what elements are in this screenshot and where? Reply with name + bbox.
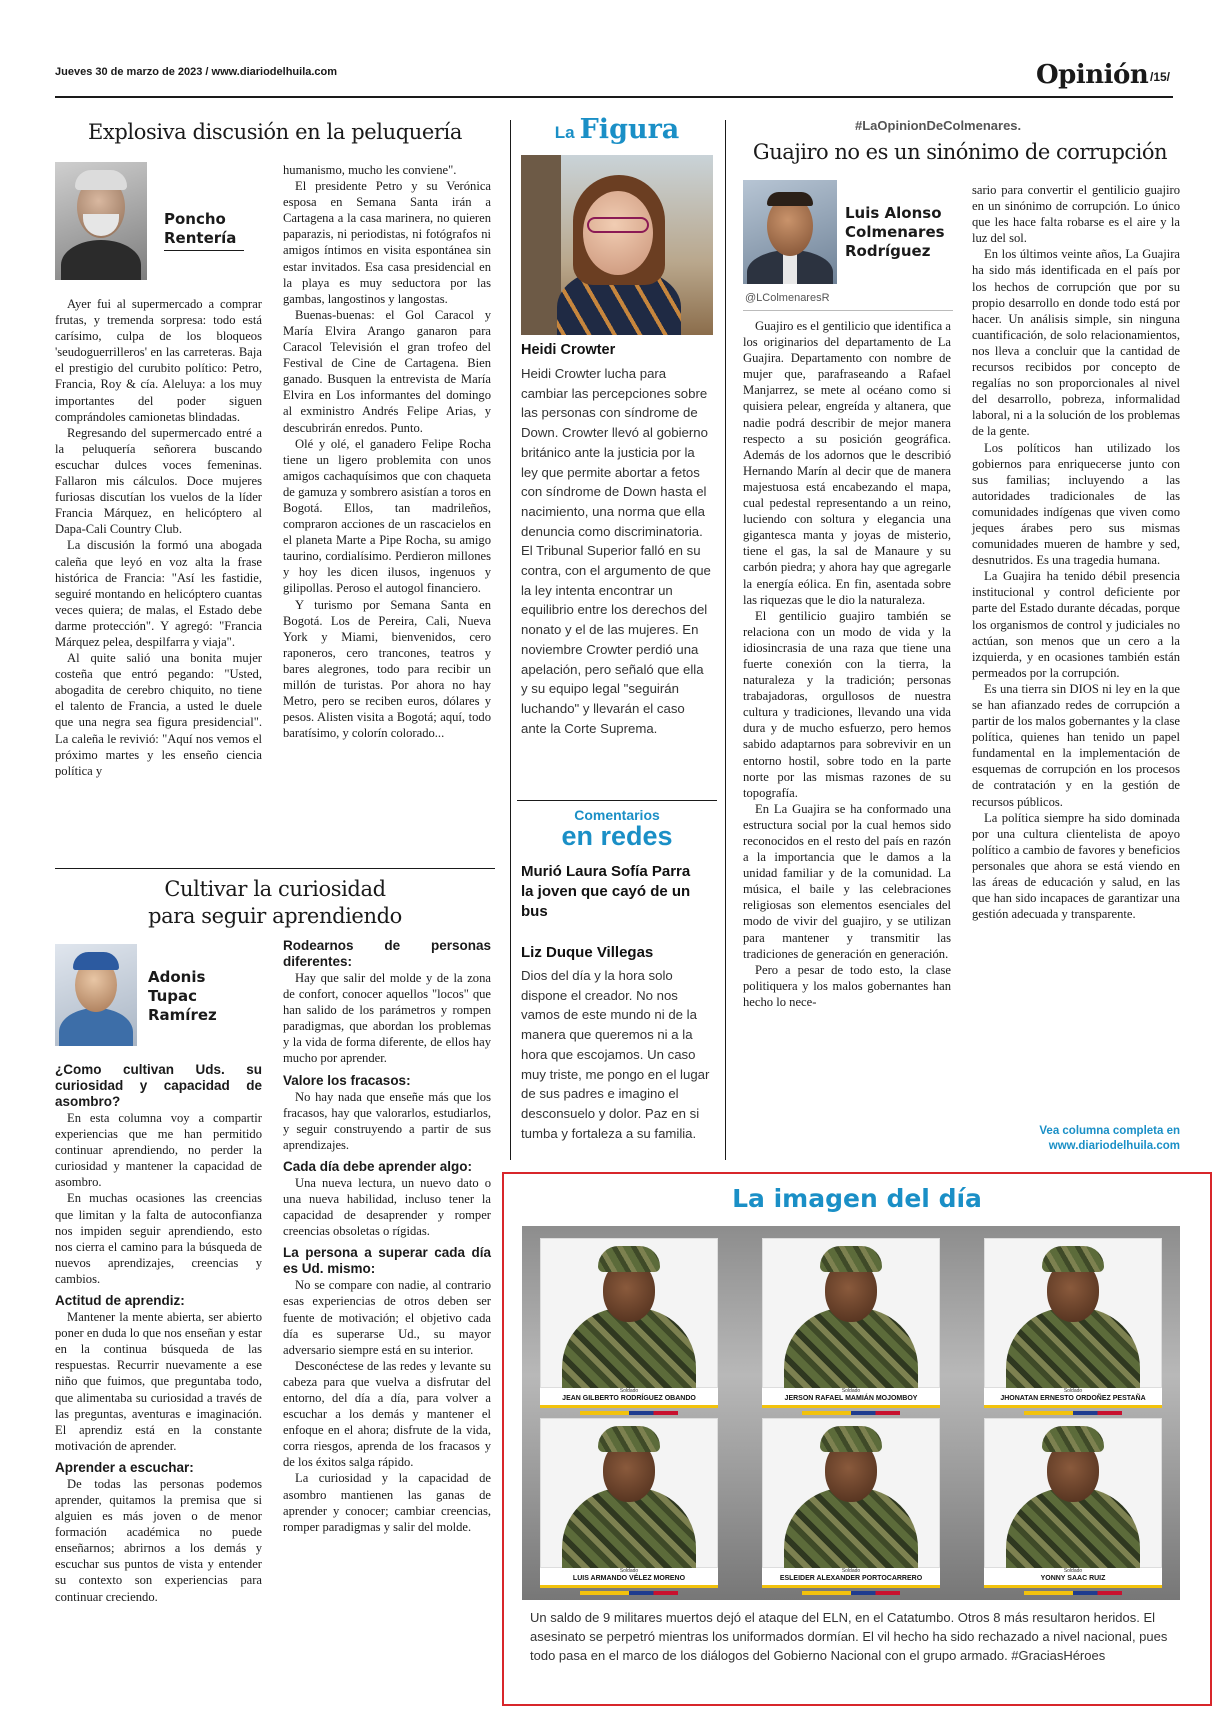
paragraph: Buenas-buenas: el Gol Caracol y María Elvira Arango ganaron para Caracol Televisión el gran trofeo del Festival de Cine de Cartagena. Bien ganado. Busquen la entrevista de María Elvira en Los informantes del domingo al exministro Andrés Felipe Arias, y descubrirán enredos. Punto. [283,307,491,435]
section-title: Opinión [1036,60,1149,90]
article-body-col-b [972,182,1180,922]
soldier-name: JHONATAN ERNESTO ORDOÑEZ PESTAÑA [1000,1395,1146,1402]
article-body-col-b [283,938,491,1535]
flag-stripe [580,1411,678,1415]
author-photo [743,180,837,284]
paragraph: El presidente Petro y su Verónica esposa en Semana Santa irán a Cartagena a la casa marinera, no quieren paparazis, ni periodistas, ni fotógrafos ni amigos íntimos en visita espontánea sin estar invitados. Esa casa presidencial en la playa es muy seductora por las gambas, langostinos y langostas. [283,179,491,306]
figura-photo [521,155,713,335]
figura-name: Heidi Crowter [521,342,616,358]
author-photo [55,944,137,1046]
figura-label-small: La [554,123,575,142]
image-of-the-day-title: La imagen del día [732,1184,982,1213]
soldier-name: YONNY SAAC RUIZ [1040,1575,1106,1582]
subheading: La persona a superar cada día es Ud. mismo: [283,1245,491,1277]
article-headline: Guajiro no es un sinónimo de corrupción [752,140,1168,164]
redes-author: Liz Duque Villegas [521,944,654,961]
subheading: Actitud de aprendiz: [55,1293,185,1309]
more-link[interactable] [972,1124,1180,1154]
paragraph: La discusión la formó una abogada caleña que leyó en voz alta la frase histórica de Francia: "Así les fastidie, seguiré montando en helicóptero cuantas veces quiera; de malas, el Estado debe darme protección". Y agregó: "Francia Márquez pelea, despilfarra y viaja". [55,538,262,649]
paragraph: No hay nada que enseñe más que los fracasos, hay que valorarlos, estudiarlos, y seguir construyendo a partir de sus aprendizajes. [283,1089,491,1152]
paragraph: En La Guajira se ha conformado una estructura social por la cual hemos sido reconocidos en el resto del país en razón a la importancia que le damos a la unidad familiar y de la comunidad. La música, el baile y las celebraciones religiosas son elementos esenciales del modo de vivir del guajiro, y se utilizan para mantener y transmitir las tradiciones de generación en generación. [743,801,951,961]
subheading: Aprender a escuchar: [55,1459,194,1475]
paragraph: No se compare con nadie, al contrario esas experiencias de otros deben ser fuente de motivación; el objetivo cada día es superarse Ud., su mayor adversario siempre está en su interior. [283,1278,491,1357]
paragraph: Hay que salir del molde y de la zona de confort, conocer aquellos "locos" que han salido de los parámetros y rompen paradigmas, que abordan los problemas y la vida de forma diferente, de ellos hay mucho por aprender. [283,971,491,1066]
soldier-rank: Soldado [841,1388,861,1394]
flag-stripe [580,1591,678,1595]
subheading: Cada día debe aprender algo: [283,1158,473,1174]
paragraph: En esta columna voy a compartir experiencias que me han permitido continuar aprendiendo, no perder la curiosidad y mantener la capacidad de asombro. [55,1111,262,1190]
article-headline: Explosiva discusión en la peluquería [87,120,462,144]
paragraph: El gentilicio guajiro también se relaciona con un modo de vida y la idiosincrasia de una raza que tiene una fuerte conexión con la tierra, la naturaleza y la tradición; personas trabajadoras, orgullosos de nuestra cultura y tradiciones, llevando una vida dura y de mucho esfuerzo, pero hemos sabido adaptarnos para sobrevivir en un entorno hostil, sobre todo en la parte norte por las mismas razones de su topografía. [743,608,951,800]
soldier-rank: Soldado [619,1388,639,1394]
soldier-name: LUIS ARMANDO VÉLEZ MORENO [572,1575,686,1582]
paragraph: Y turismo por Semana Santa en Bogotá. Los de Pereira, Cali, Nueva York y Miami, bienvenidos, cero raponeros, cero trancones, teatros y bares alegrones, todo para recibir un millón de turistas. Por ahora no hay Metro, pero se reciben euros, dólares y pesos. Alisten visita a Bogotá; aquí, todo baratísimo, y colorín colorado... [283,597,491,741]
headline-line: Cultivar la curiosidad [164,877,386,901]
flag-stripe [802,1411,900,1415]
headline-line: para seguir aprendiendo [148,904,402,928]
page-number: /15/ [1150,70,1171,84]
paragraph: Guajiro es el gentilicio que identifica a los originarios del departamento de La Guajira. Departamento con nombre de mujer que, parafraseando a Rafael Manjarrez, se mete al océano como si quisiera pelear, engreída y altanera, que nadie podrá describir de mejor manera respecto a su posición geográfica. Además de los adornos que le describió Hernando Marín al decir que de manera majestuosa está encabezando el mapa, cual pedestal representando a un reino, luciendo con soltura y elegancia una gigantesca manta y joyas de misterio, tiene el gas, la sal de Manaure y su carbón piedra; y ahora hay que agregarle la energía eólica. En fin, asentada sobre las riquezas que le dio la naturaleza. [743,319,951,607]
author-name: Luis Alonso Colmenares Rodríguez [845,204,945,260]
paragraph: Es una tierra sin DIOS ni ley en la que se han afianzado redes de corrupción a partir de los malos gobernantes y la clase política, quienes han tenido un papel fundamental en la implementación de esquemas de corrupción en los procesos de contratación y en la gestión de recursos públicos. [972,681,1180,809]
paragraph: La curiosidad y la capacidad de asombro mantienen las ganas de aprender y conocer; cambiar creencias, romper paradigmas y salir del molde. [283,1471,491,1534]
author-photo [55,162,147,280]
soldiers-memorial-image [522,1226,1180,1600]
more-link-url: www.diariodelhuila.com [1048,1140,1180,1152]
figura-text: Heidi Crowter lucha para cambiar las percepciones sobre las personas con síndrome de Down. Crowter llevó al gobierno británico ante la justicia por la ley que permite abortar a fetos con síndrome de Down hasta el nacimiento, una norma que ella denuncia como discriminatoria. El Tribunal Superior falló en su contra, con el argumento de que la ley intenta encontrar un equilibrio entre los derechos del nonato y el de las mujeres. En noviembre Crowter perdió una apelación, pero señaló que ella y su equipo legal "seguirán luchando" y llevarán el caso ante la Corte Suprema. [521,366,711,736]
paragraph: De todas las personas podemos aprender, quitamos la premisa que si alguien es más joven o de menor formación académica no puede enseñarnos; abrirnos a los demás y escuchar sus puntos de vista y entender su contexto son experiencias para continuar creciendo. [55,1476,262,1604]
column-divider [510,120,511,1160]
paragraph: La Guajira ha tenido débil presencia institucional y control deficiente por parte del Estado durante décadas, porque los organismos de control y judiciales no actúan, son menos que un cero a la izquierda, y en ocasiones también están permeados por la corrupción. [972,569,1180,680]
section-divider [55,868,495,869]
soldier-rank: Soldado [619,1568,639,1574]
subheading: Rodearnos de personas diferentes: [283,938,491,969]
paragraph: Al quite salió una bonita mujer costeña que entró pegando: "Usted, abogadita de cerebro chiquito, no tiene el talento de Francia, a usted le duele que una negra sea figura presidencial". La caleña le revivió: "Aquí nos vemos el próximo martes y les enseño ciencia política y [55,651,262,778]
twitter-handle: @LColmenaresR [745,292,830,304]
image-caption: Un saldo de 9 militares muertos dejó el ataque del ELN, en el Catatumbo. Otros 8 más resultaron heridos. El asesinato se perpetró mientras los uniformados dormían. El vil hecho ha sido rechazado a nivel nacional, pues todo pasa en el marco de los diálogos del Gobierno Nacional con el grupo armado. #GraciasHéroes [530,1610,1168,1663]
article-body-col-b [283,162,491,741]
flag-stripe [802,1591,900,1595]
paragraph: Ayer fui al supermercado a comprar frutas, y tremenda sorpresa: todo está carísimo, culpa de los bloqueos 'seudoguerrilleros' en las carreteras. Baja el prestigio del curubito político: Petro, Francia, Roy & cía. Aleluya: a los muy importantes del poder siguen comprándoles camionetas blindadas. [55,297,262,424]
soldier-name: JERSON RAFAEL MAMIÁN MOJOMBOY [784,1395,918,1402]
article-headline [55,876,495,930]
article-body-col-a [55,296,262,779]
paragraph: Regresando del supermercado entré a la peluquería señorera buscando escuchar dulces voces femeninas. Fallaron mis cálculos. Doce mujeres furiosas discutían los vuelos de la líder Francia Márquez, en helicóptero al Dapa-Cali Country Club. [55,425,262,537]
redes-text: Dios del día y la hora solo dispone el creador. No nos vamos de este mundo ni de la manera que queremos ni a la hora que escojamos. Un caso muy triste, me pongo en el lugar de sus padres e imagino el desconsuelo y dolor. Paz en si tumba y fortaleza a su familia. [521,968,710,1141]
redes-headline: Murió Laura Sofía Parra la joven que cayó de un bus [521,863,691,920]
subheading: Valore los fracasos: [283,1072,411,1088]
soldier-rank: Soldado [1063,1388,1083,1394]
paragraph: Mantener la mente abierta, ser abierto poner en duda lo que nos enseñan y estar en la continua búsqueda de las respuestas. Recurrir nuevamente a ese niño que fuimos, que preguntaba todo, que alimentaba su curiosidad a través de las preguntas, aventuras e imaginación. El aprendiz está en la constante motivación de aprender. [55,1310,262,1453]
section-divider [517,800,717,801]
author-name: Adonis Tupac Ramírez [148,968,217,1024]
soldier-rank: Soldado [841,1568,861,1574]
paragraph: Olé y olé, el ganadero Felipe Rocha tiene un ligero problemita con unos amigos cachaquísimos que con chaqueta de gamuza y sombrero asistían a toros en Bogotá. Ellos, tan madrileños, compraron acciones de un rascacielos en el planeta Marte a Pipe Rocha, su amigo taurino, cordialísimo. Perdieron millones y hoy les dicen ilusos, ingenuos y gilipollas. Peroso el autogol financiero. [283,436,491,596]
handle-rule [743,310,953,311]
hashtag: #LaOpinionDeColmenares. [855,118,1022,133]
paragraph: sario para convertir el gentilicio guajiro en un sinónimo de corrupción. Lo único que les hace falta robarse es el aire y la luz del sol. [972,183,1180,246]
paragraph: En los últimos veinte años, La Guajira ha sido más identificada en el país por los hechos de corrupción que por su propio desarrollo en donde todo está por hacer. Un análisis simple, sin ninguna cuantificación, de solo relacionamientos, nos lleva a concluir que la cantidad de recursos recibidos por concepto de regalías no son proporcionales al nivel del desarrollo, pobreza, informalidad laboral, ni a la solución de los problemas de la gente. [972,247,1180,439]
article-body-col-a [743,318,951,1010]
header-date: Jueves 30 de marzo de 2023 / www.diariodelhuila.com [55,66,338,78]
figura-label-big: Figura [579,114,680,145]
paragraph: humanismo, mucho les conviene". [283,163,457,177]
paragraph: En muchas ocasiones las creencias que limitan y la falta de autoconfianza nos impiden seguir aprendiendo, esto nos cierra el camino para la búsqueda de nuevos aprendizajes, creencias y cambios. [55,1191,262,1286]
paragraph: Los políticos han utilizado los gobiernos para enriquecerse junto con sus familias; incluyendo a las autoridades tradicionales de las comunidades indígenas que viven como jeques árabes pero sus mismas comunidades mueren de hambre y sed, desnutridos. Es una tragedia humana. [972,440,1180,568]
paragraph: Una nueva lectura, un nuevo dato o una nueva habilidad, incluso tener la capacidad de desaprender y romper creencias obsoletas o rígidas. [283,1175,491,1239]
soldier-name: ESLEIDER ALEXANDER PORTOCARRERO [779,1575,923,1582]
soldier-name: JEAN GILBERTO RODRÍGUEZ OBANDO [562,1395,696,1402]
subheading: ¿Como cultivan Uds. su curiosidad y capacidad de asombro? [55,1062,262,1109]
soldier-rank: Soldado [1063,1568,1083,1574]
figura-label [517,114,717,145]
flag-stripe [1024,1591,1122,1595]
more-link-label: Vea columna completa en [1039,1125,1180,1137]
author-name: Poncho Rentería [164,210,237,247]
column-divider [725,120,726,1160]
redes-label-small: Comentarios [574,807,660,823]
paragraph: La política siempre ha sido dominada por una cultura clientelista de apoyo político a cambio de favores y beneficios personales que ahora se está viendo en las áreas de educación y salud, en las que han sido incapaces de garantizar una gestión adecuada y transparente. [972,810,1180,922]
paragraph: Pero a pesar de todo esto, la clase politiquera y los malos gobernantes han hecho lo nece- [743,962,951,1009]
article-body-col-a [55,1056,262,1605]
flag-stripe [1024,1411,1122,1415]
header-rule [55,96,1173,98]
redes-label [521,808,713,850]
author-rule [164,250,244,251]
redes-label-big: en redes [561,821,673,851]
paragraph: Desconéctese de las redes y levante su cabeza para que vuelva a disfrutar del entorno, del día a día, para volver a escuchar a los demás y mantener el enfoque en el ahora; disfrute de la vida, corra riesgos, aprenda de los fracasos y de los éxitos salga rápido. [283,1358,491,1470]
